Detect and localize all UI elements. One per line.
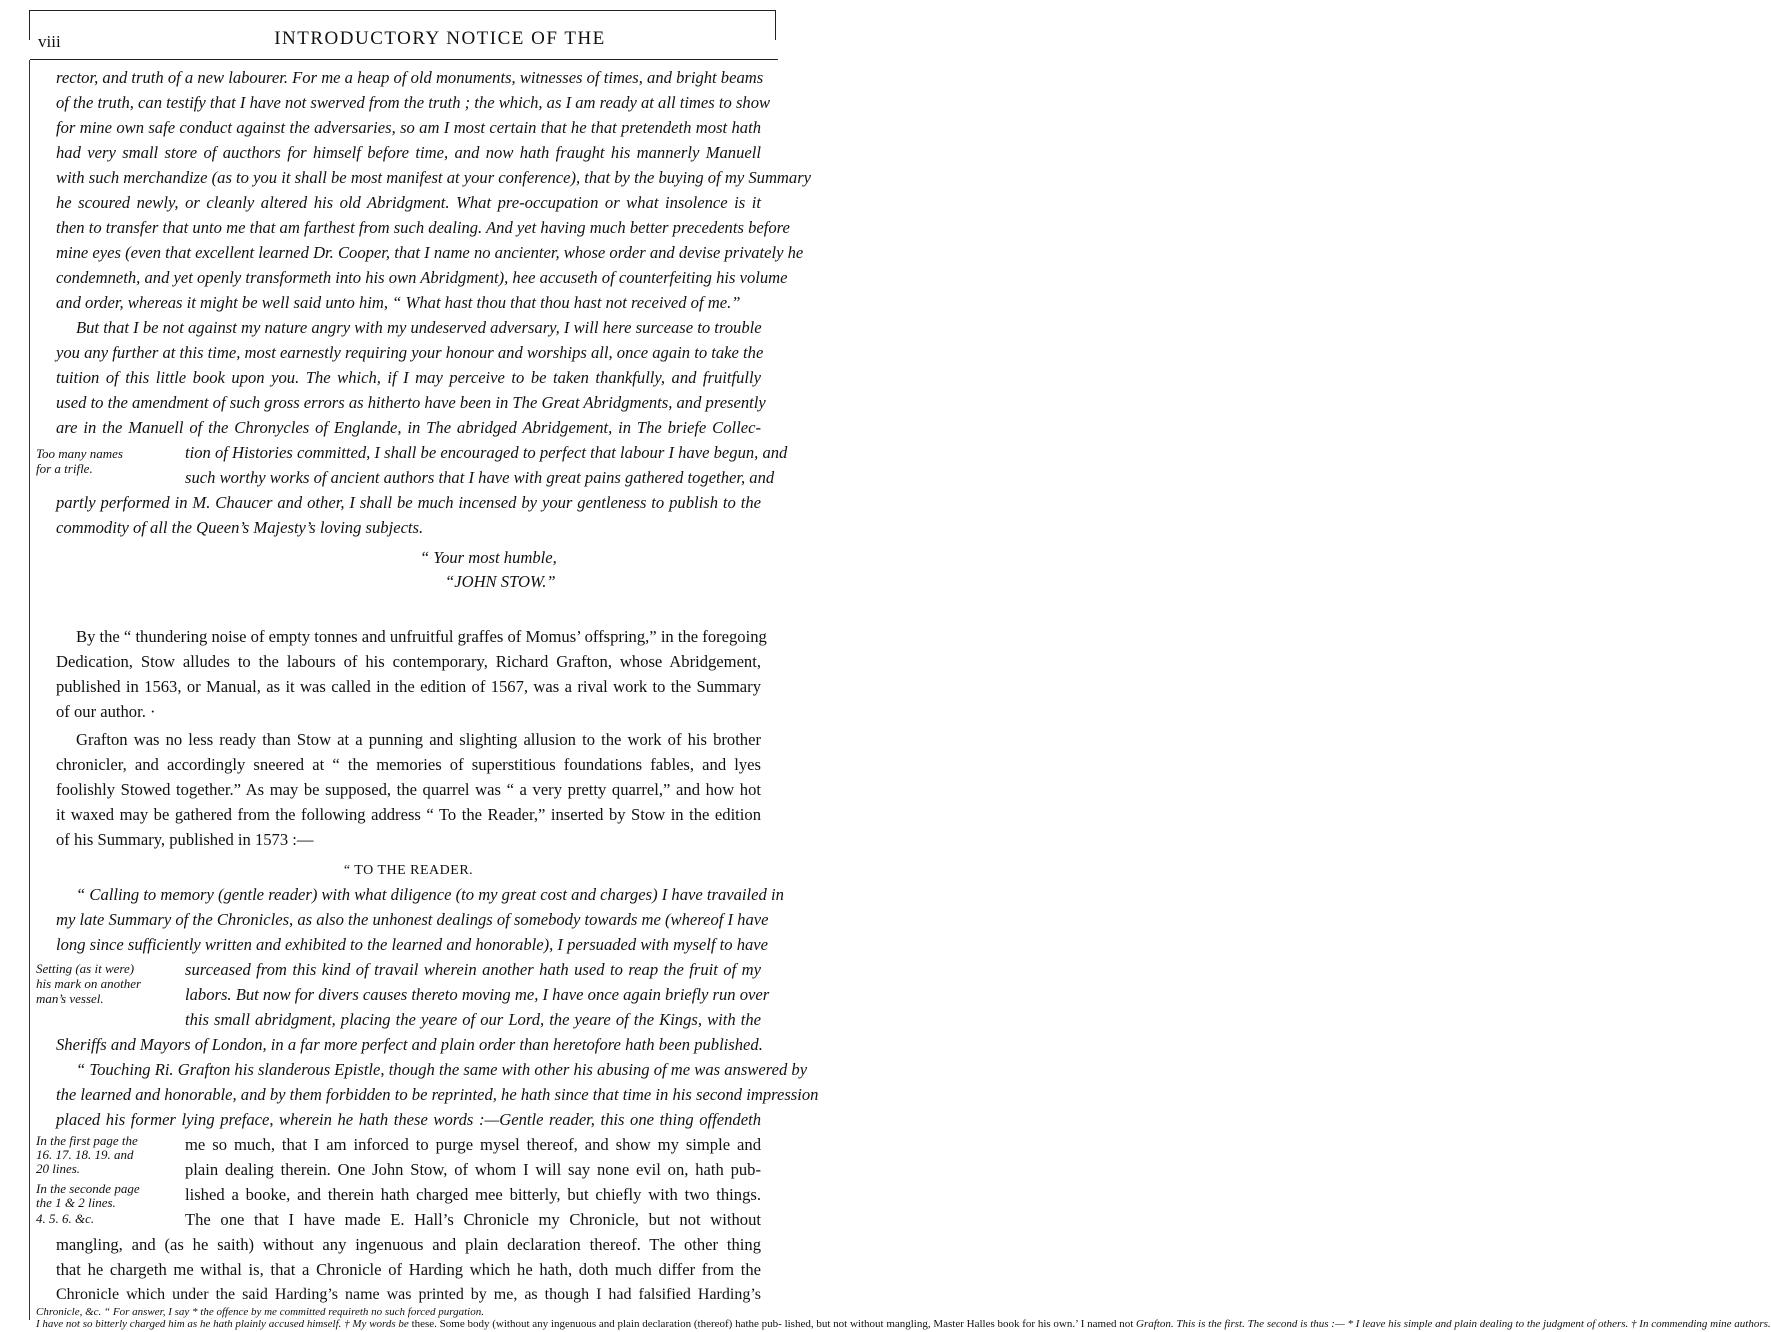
sidenote-line: and plain dealing (1435, 1318, 1513, 1330)
reader-line: this small abridgment, placing the yeare of our Lord, the yeare of the Kings, with the (185, 1010, 761, 1029)
dedication-line: with such merchandize (as to you it shall be most manifest at your conference), that by the buying of my Summary (56, 168, 812, 187)
commentary-line: chronicler, and accordingly sneered at “ the memories of superstitious foundations fables, and lyes (56, 755, 761, 774)
sidenote-line: † In commending (1631, 1318, 1708, 1330)
dedication-line: of the truth, can testify that I have not swerved from the truth ; the which, as I am ready at all times to show (56, 93, 771, 112)
dedication-line: and order, whereas it might be well said unto him, “ What hast thou that thou hast not received of me.” (56, 293, 741, 312)
dedication-line: he scoured newly, or cleanly altered his old Abridgment. What pre-occupation or what insolence is it (56, 193, 761, 212)
sidenote-line: * I leave his simple (1347, 1318, 1433, 1330)
reader-line: me so much, that I am inforced to purge mysel thereof, and show my simple and (185, 1135, 761, 1154)
reader-line: Chronicle which under the said Harding’s name was printed by me, as though I had falsified Harding’s (56, 1286, 761, 1303)
sidenote-line: In the first page the (36, 1133, 138, 1148)
reader-line: these. Some body (without any ingenuous and plain declaration (thereof) hathe pub- (411, 1318, 782, 1330)
closing: “ Your most humble, (420, 548, 557, 567)
reader-line: my late Summary of the Chronicles, as also the unhonest dealings of somebody towards me (whereof I have (56, 910, 769, 929)
commentary-line: By the “ thundering noise of empty tonnes and unfruitful graffes of Momus’ offspring,” in the foregoing (76, 627, 767, 646)
sidenote-line: others. (1598, 1318, 1629, 1330)
commentary-line: of his Summary, published in 1573 :— (56, 830, 314, 849)
sidenote-line: 16. 17. 18. 19. and (36, 1147, 134, 1162)
sidenote-line: Setting (as it were) (36, 961, 135, 976)
reader-line: “ For answer, I say * the offence by me committed requireth no such forced purgation. (104, 1306, 484, 1318)
dedication-line: tuition of this little book upon you. The which, if I may perceive to be taken thankfully, and fruitfully (56, 368, 761, 387)
reader-line: Sheriffs and Mayors of London, in a far more perfect and plain order than heretofore hath been published. (56, 1035, 763, 1054)
reader-line: labors. But now for divers causes thereto moving me, I have once again briefly run over (185, 985, 770, 1004)
sidenote-line: mine authors. (1710, 1318, 1771, 1330)
signature: “JOHN STOW.” (445, 572, 556, 591)
dedication-line: condemneth, and yet openly transformeth into his own Abridgment), hee accuseth of counterfeiting his volume (56, 268, 788, 287)
dedication-line: But that I be not against my nature angry with my undeserved adversary, I will here surcease to trouble (76, 318, 762, 337)
dedication-line: commodity of all the Queen’s Majesty’s loving subjects. (56, 518, 424, 537)
running-head: INTRODUCTORY NOTICE OF THE (274, 28, 606, 49)
margin-rule (29, 60, 30, 1320)
header-rule (30, 59, 778, 60)
reader-line: The one that I have made E. Hall’s Chronicle my Chronicle, but not without (185, 1210, 761, 1229)
sidenote-line: Too many names (36, 446, 123, 461)
commentary-line: Dedication, Stow alludes to the labours of his contemporary, Richard Grafton, whose Abridgement, (56, 652, 761, 671)
reader-line: surceased from this kind of travail wherein another hath used to reap the fruit of my (185, 960, 761, 979)
page-number: viii (38, 32, 61, 51)
dedication-line: tion of Histories committed, I shall be encouraged to perfect that labour I have begun, and (185, 443, 788, 462)
reader-line: that he chargeth me withal is, that a Chronicle of Harding which he hath, doth much differ from the (56, 1260, 761, 1279)
page-footer-continuation-2 (36, 1318, 1771, 1330)
dedication-line: you any further at this time, most earnestly requiring your honour and worships all, once again to take the (56, 343, 764, 362)
sidenote-line: to the judgment of (1515, 1318, 1596, 1330)
dedication-line: such worthy works of ancient authors that I have with great pains gathered together, and (185, 468, 775, 487)
top-rule (30, 10, 775, 11)
sidenote-line: the 1 & 2 lines. (36, 1195, 116, 1210)
page-footer-continuation (36, 1306, 766, 1318)
reader-line: lished, but not without mangling, Master Halles book for his own.’ I named not (784, 1318, 1134, 1330)
reader-line: “ Touching Ri. Grafton his slanderous Epistle, though the same with other his abusing of me was answered by (76, 1060, 808, 1079)
commentary-line: published in 1563, or Manual, as it was called in the edition of 1567, was a rival work to the Summary (56, 677, 761, 696)
reader-line: Chronicle, &c. (36, 1306, 102, 1318)
dedication-line: used to the amendment of such gross errors as hitherto have been in The Great Abridgments, and presently (56, 393, 766, 412)
commentary-line: it waxed may be gathered from the following address “ To the Reader,” inserted by Stow in the edition (56, 805, 761, 824)
right-rule (775, 10, 776, 40)
commentary-line: of our author. · (56, 702, 156, 721)
commentary-line: Grafton was no less ready than Stow at a punning and slighting allusion to the work of his brother (76, 730, 761, 749)
sidenote-line: for a trifle. (36, 461, 93, 476)
reader-line: placed his former lying preface, wherein he hath these words :—Gentle reader, this one thing offendeth (56, 1110, 761, 1129)
left-rule (29, 10, 30, 40)
reader-line: long since sufficiently written and exhibited to the learned and honorable), I persuaded with myself to have (56, 935, 769, 954)
reader-line: I have not so bitterly charged him as he hath plainly accused himself. † My words be (36, 1318, 409, 1330)
dedication-line: for mine own safe conduct against the adversaries, so am I most certain that he that pretendeth most hath (56, 118, 761, 137)
dedication-line: partly performed in M. Chaucer and other, I shall be much incensed by your gentleness to publish to the (56, 493, 761, 512)
reader-line: mangling, and (as he saith) without any ingenuous and plain declaration thereof. The other thing (56, 1235, 761, 1254)
section-heading: “ TO THE READER. (343, 863, 474, 878)
sidenote-line: 20 lines. (36, 1161, 81, 1176)
commentary-line: foolishly Stowed together.” As may be supposed, the quarrel was “ a very pretty quarrel,” and how hot (56, 780, 761, 799)
dedication-line: are in the Manuell of the Chronycles of Englande, in The abridged Abridgement, in The briefe Collec- (56, 418, 761, 437)
reader-line: lished a booke, and therein hath charged mee bitterly, but chiefly with two things. (185, 1185, 761, 1204)
reader-line: plain dealing therein. One John Stow, of whom I will say none evil on, hath pub- (185, 1160, 761, 1179)
dedication-line: rector, and truth of a new labourer. For me a heap of old monuments, witnesses of times, and bright beams (56, 68, 764, 87)
dedication-line: mine eyes (even that excellent learned Dr. Cooper, that I name no ancienter, whose order and devise privately he (56, 243, 804, 262)
sidenote-line: In the seconde page (36, 1181, 140, 1196)
dedication-line: then to transfer that unto me that am farthest from such dealing. And yet having much better precedents before (56, 218, 790, 237)
dedication-line: had very small store of aucthors for himself before time, and now hath fraught his mannerly Manuell (56, 143, 761, 162)
reader-line: Grafton. This is the first. The second is thus :— (1136, 1318, 1345, 1330)
reader-line: “ Calling to memory (gentle reader) with what diligence (to my great cost and charges) I have travailed in (76, 885, 784, 904)
sidenote-line: 4. 5. 6. &c. (36, 1211, 95, 1226)
reader-line: the learned and honorable, and by them forbidden to be reprinted, he hath since that time in his second impression (56, 1085, 819, 1104)
sidenote-line: man’s vessel. (36, 991, 104, 1006)
sidenote-line: his mark on another (36, 976, 142, 991)
